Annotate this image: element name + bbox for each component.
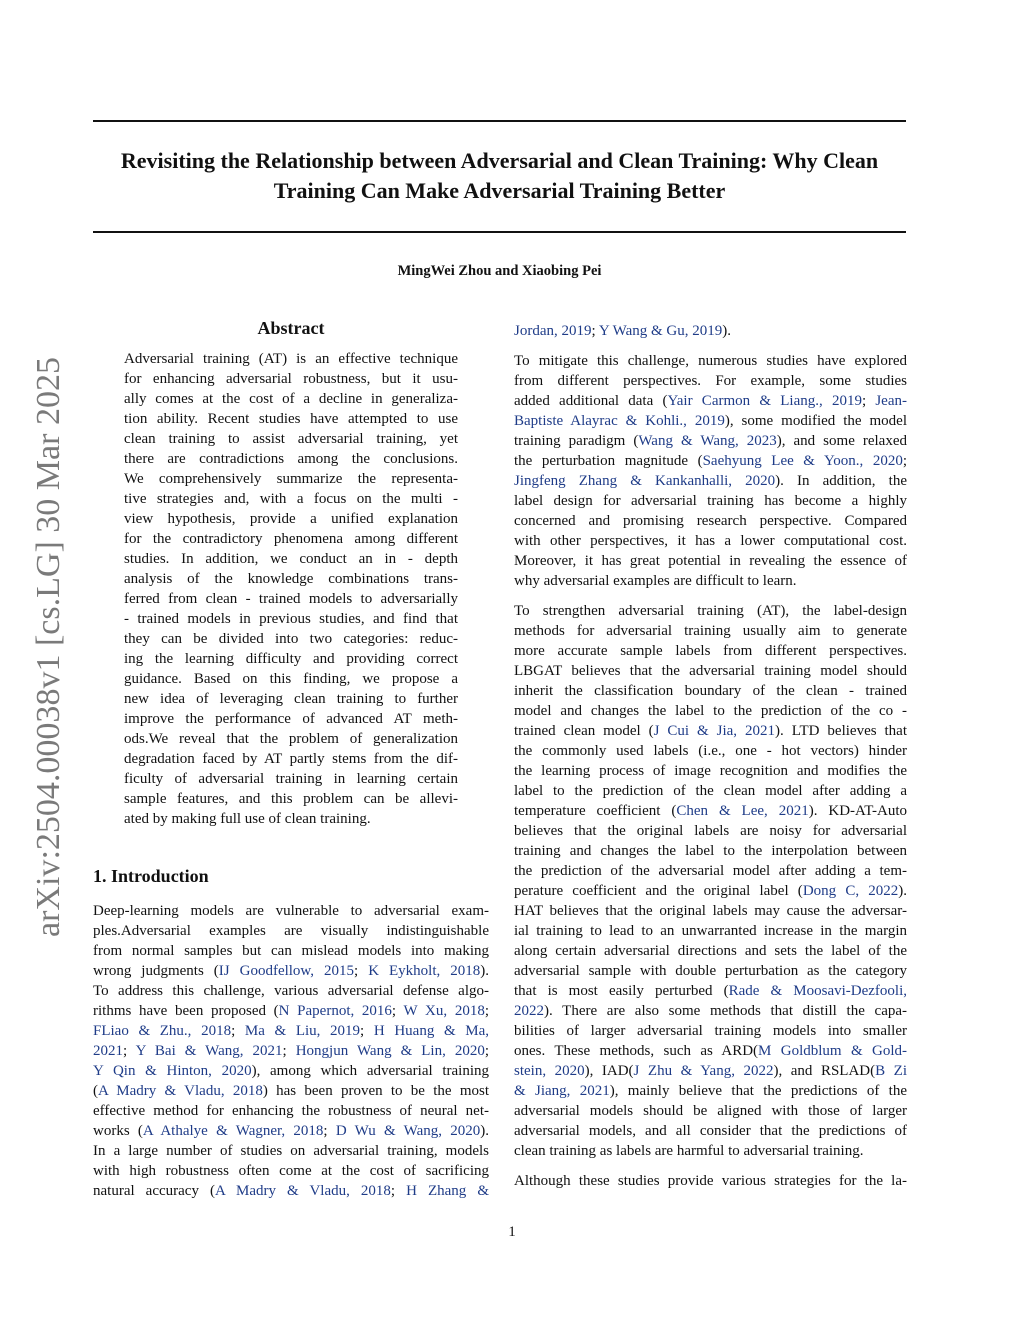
text-run: ), some modified the model bbox=[724, 413, 907, 429]
citation-link[interactable]: Jordan, 2019 bbox=[514, 323, 592, 339]
paragraph bbox=[514, 601, 907, 1161]
text-line bbox=[514, 1061, 907, 1081]
abstract-line: We comprehensively summarize the representa- bbox=[124, 471, 458, 487]
citation-link[interactable]: B Zi bbox=[875, 1063, 907, 1079]
text-run: clean training as labels are harmful to adversarial training. bbox=[514, 1143, 864, 1159]
text-run: ), and RSLAD( bbox=[773, 1063, 876, 1079]
citation-link[interactable]: A Madry & Vladu, 2018 bbox=[214, 1183, 391, 1199]
text-run: along certain adversarial directions and sets the label of the bbox=[514, 943, 907, 959]
text-line bbox=[514, 391, 907, 411]
text-line bbox=[514, 511, 907, 531]
text-run: from normal samples but can mislead models into making bbox=[93, 943, 489, 959]
citation-link[interactable]: Baptiste Alayrac & Kohli., 2019 bbox=[514, 413, 725, 429]
citation-link[interactable]: Y Wang & Gu, 2019 bbox=[598, 323, 723, 339]
text-line bbox=[93, 1181, 489, 1201]
paragraph bbox=[514, 1171, 907, 1191]
citation-link[interactable]: Wang & Wang, 2023 bbox=[638, 433, 777, 449]
text-line bbox=[514, 1171, 907, 1191]
text-line bbox=[93, 981, 489, 1001]
text-run: To mitigate this challenge, numerous studies have explored bbox=[514, 353, 907, 369]
text-run: ples.Adversarial examples are visually indistinguishable bbox=[93, 923, 489, 939]
citation-link[interactable]: 2022 bbox=[514, 1003, 544, 1019]
text-line bbox=[514, 701, 907, 721]
text-line bbox=[93, 1061, 489, 1081]
abstract-line: ods.We reveal that the problem of generalization bbox=[124, 731, 458, 747]
citation-link[interactable]: M Goldblum & Gold- bbox=[758, 1043, 907, 1059]
text-run: ). bbox=[480, 963, 489, 979]
citation-link[interactable]: IJ Goodfellow, 2015 bbox=[218, 963, 355, 979]
citation-link[interactable]: Rade & Moosavi-Dezfooli, bbox=[728, 983, 907, 999]
text-line bbox=[514, 571, 907, 591]
text-run: ), among which adversarial training bbox=[251, 1063, 489, 1079]
text-run: ). In addition, the bbox=[775, 473, 907, 489]
text-line bbox=[514, 861, 907, 881]
text-line bbox=[514, 351, 907, 371]
abstract-line: tive strategies and, with a focus on the multi - bbox=[124, 491, 458, 507]
text-line bbox=[514, 411, 907, 431]
text-run: ; bbox=[231, 1023, 245, 1039]
text-line bbox=[514, 451, 907, 471]
citation-link[interactable]: J Zhu & Yang, 2022 bbox=[633, 1063, 774, 1079]
citation-link[interactable]: Yair Carmon & Liang., 2019 bbox=[667, 393, 862, 409]
abstract-body bbox=[124, 349, 458, 829]
abstract-line: studies. In addition, we conduct an in - depth bbox=[124, 551, 458, 567]
paragraph bbox=[514, 351, 907, 591]
text-run: concerned and promising research perspective. Compared bbox=[514, 513, 907, 529]
text-run: works ( bbox=[93, 1123, 143, 1139]
text-run: why adversarial examples are difficult to learn. bbox=[514, 573, 797, 589]
citation-link[interactable]: Jean- bbox=[875, 393, 907, 409]
abstract-line: they can be divided into two categories: reduc- bbox=[124, 631, 458, 647]
abstract-line: improve the performance of advanced AT meth- bbox=[124, 711, 458, 727]
text-line bbox=[93, 1141, 489, 1161]
text-run: the perturbation magnitude ( bbox=[514, 453, 703, 469]
text-line bbox=[514, 641, 907, 661]
text-line bbox=[514, 961, 907, 981]
text-run: ; bbox=[391, 1003, 404, 1019]
text-line bbox=[514, 761, 907, 781]
text-run: ). KD-AT-Auto bbox=[808, 803, 907, 819]
text-run: with other perspectives, it has a lower computational cost. bbox=[514, 533, 907, 549]
text-run: with high robustness often come at the cost of sacrificing bbox=[93, 1163, 489, 1179]
title-rule-top bbox=[93, 120, 906, 122]
text-run: from different perspectives. For example, some studies bbox=[514, 373, 907, 389]
text-line bbox=[514, 781, 907, 801]
text-run: added additional data ( bbox=[514, 393, 668, 409]
text-line bbox=[514, 1041, 907, 1061]
citation-link[interactable]: Jingfeng Zhang & Kankanhalli, 2020 bbox=[514, 473, 776, 489]
text-run: ; bbox=[484, 1043, 490, 1059]
abstract-line: sample features, and this problem can be allevi- bbox=[124, 791, 458, 807]
text-run: more accurate sample labels from different perspectives. bbox=[514, 643, 907, 659]
text-run: believes that the original labels are noisy for adversarial bbox=[514, 823, 907, 839]
citation-link[interactable]: K Eykholt, 2018 bbox=[368, 963, 481, 979]
citation-link[interactable]: Saehyung Lee & Yoon., 2020 bbox=[702, 453, 903, 469]
text-run: methods for adversarial training usually aim to generate bbox=[514, 623, 907, 639]
text-line bbox=[514, 371, 907, 391]
text-run: ). bbox=[722, 323, 731, 339]
abstract-line: there are contradictions among the conclusions. bbox=[124, 451, 458, 467]
citation-link[interactable]: D Wu & Wang, 2020 bbox=[335, 1123, 481, 1139]
text-run: ; bbox=[390, 1183, 407, 1199]
text-run: Although these studies provide various strategies for the la- bbox=[514, 1173, 907, 1189]
text-line bbox=[514, 981, 907, 1001]
citation-link[interactable]: N Papernot, 2016 bbox=[278, 1003, 392, 1019]
citation-link[interactable]: Y Qin & Hinton, 2020 bbox=[93, 1063, 252, 1079]
text-line bbox=[514, 321, 907, 341]
text-run: ). LTD believes that bbox=[775, 723, 907, 739]
text-run: model and changes the label to the prediction of the co - bbox=[514, 703, 907, 719]
text-run: adversarial models, and all consider that the predictions of bbox=[514, 1123, 907, 1139]
title-line-2: Training Can Make Adversarial Training Better bbox=[273, 178, 726, 203]
text-run: ), IAD( bbox=[584, 1063, 634, 1079]
abstract-line: ferred from clean - trained models to adversarially bbox=[124, 591, 458, 607]
citation-link[interactable]: W Xu, 2018 bbox=[403, 1003, 485, 1019]
citation-link[interactable]: Ma & Liu, 2019 bbox=[244, 1023, 361, 1039]
text-run: ). bbox=[898, 883, 907, 899]
text-run: ; bbox=[861, 393, 876, 409]
text-line bbox=[514, 661, 907, 681]
text-run: To strengthen adversarial training (AT), the label-design bbox=[514, 603, 907, 619]
citation-link[interactable]: & Jiang, 2021 bbox=[514, 1083, 610, 1099]
text-line bbox=[514, 471, 907, 491]
text-run: ial training to lead to an unwarranted increase in the margin bbox=[514, 923, 907, 939]
text-line bbox=[93, 1001, 489, 1021]
paragraph bbox=[514, 321, 907, 341]
text-line bbox=[514, 901, 907, 921]
text-run: trained clean model ( bbox=[514, 723, 654, 739]
abstract-line: clean training to assist adversarial training, yet bbox=[124, 431, 458, 447]
abstract-line: guidance. Based on this finding, we propose a bbox=[124, 671, 458, 687]
text-run: ; bbox=[484, 1003, 489, 1019]
citation-link[interactable]: Chen & Lee, 2021 bbox=[676, 803, 809, 819]
text-line bbox=[514, 1021, 907, 1041]
text-run: LBGAT believes that the adversarial training model should bbox=[514, 663, 907, 679]
text-line bbox=[514, 601, 907, 621]
text-run: ), and some relaxed bbox=[776, 433, 907, 449]
citation-link[interactable]: H Zhang & bbox=[406, 1183, 489, 1199]
text-line bbox=[93, 1041, 489, 1061]
text-run: ). There are also some methods that distill the capa- bbox=[544, 1003, 907, 1019]
text-run: training paradigm ( bbox=[514, 433, 639, 449]
text-run: ; bbox=[323, 1123, 336, 1139]
text-line bbox=[514, 1101, 907, 1121]
section-heading-introduction: 1. Introduction bbox=[93, 866, 209, 886]
text-line bbox=[514, 1001, 907, 1021]
text-line bbox=[93, 1161, 489, 1181]
text-run: the prediction of the adversarial model after adding a tem- bbox=[514, 863, 907, 879]
arxiv-stamp-text: arXiv:2504.00038v1 [cs.LG] 30 Mar 2025 bbox=[30, 357, 67, 937]
right-column-body bbox=[514, 321, 907, 1201]
citation-link[interactable]: Hongjun Wang & Lin, 2020 bbox=[295, 1043, 485, 1059]
text-run: training and changes the label to the interpolation between bbox=[514, 843, 907, 859]
abstract-line: new idea of leveraging clean training to further bbox=[124, 691, 458, 707]
text-run: adversarial sample with double perturbation as the category bbox=[514, 963, 907, 979]
text-run: ones. These methods, such as ARD( bbox=[514, 1043, 759, 1059]
text-run: rithms have been proposed ( bbox=[93, 1003, 279, 1019]
text-line bbox=[514, 1121, 907, 1141]
text-run: ) has been proven to be the most bbox=[262, 1083, 489, 1099]
citation-link[interactable]: Dong C, 2022 bbox=[802, 883, 899, 899]
text-run: ; bbox=[591, 323, 599, 339]
text-line bbox=[514, 801, 907, 821]
text-run: ; bbox=[282, 1043, 296, 1059]
citation-link[interactable]: H Huang & Ma, bbox=[373, 1023, 489, 1039]
text-line bbox=[93, 1101, 489, 1121]
text-line bbox=[514, 621, 907, 641]
abstract-line: tion ability. Recent studies have attempted to use bbox=[124, 411, 458, 427]
text-line bbox=[514, 491, 907, 511]
text-line bbox=[93, 1021, 489, 1041]
abstract-line: - trained models in previous studies, and find that bbox=[124, 611, 458, 627]
text-run: temperature coefficient ( bbox=[514, 803, 677, 819]
text-run: Deep-learning models are vulnerable to adversarial exam- bbox=[93, 903, 489, 919]
text-run: bilities of larger adversarial training models into smaller bbox=[514, 1023, 907, 1039]
text-run: ( bbox=[93, 1083, 98, 1099]
text-line bbox=[514, 821, 907, 841]
abstract-line: ated by making full use of clean training. bbox=[124, 811, 371, 827]
text-line bbox=[93, 961, 489, 981]
page-number: 1 bbox=[508, 1224, 516, 1240]
text-line bbox=[514, 681, 907, 701]
text-line bbox=[514, 841, 907, 861]
arxiv-stamp bbox=[4, 352, 84, 942]
citation-link[interactable]: FLiao & Zhu., 2018 bbox=[93, 1023, 232, 1039]
text-run: ; bbox=[360, 1023, 374, 1039]
abstract-line: analysis of the knowledge combinations trans- bbox=[124, 571, 458, 587]
citation-link[interactable]: A Athalye & Wagner, 2018 bbox=[142, 1123, 324, 1139]
text-run: wrong judgments ( bbox=[93, 963, 219, 979]
abstract-line: Adversarial training (AT) is an effective technique bbox=[124, 351, 458, 367]
text-run: ), mainly believe that the predictions of the bbox=[609, 1083, 907, 1099]
text-run: ; bbox=[902, 453, 907, 469]
text-line bbox=[93, 901, 489, 921]
abstract-heading: Abstract bbox=[257, 318, 325, 338]
abstract-line: ficulty of adversarial training in learning certain bbox=[124, 771, 458, 787]
text-line bbox=[514, 431, 907, 451]
abstract-line: ally comes at the cost of a decline in generaliza- bbox=[124, 391, 458, 407]
citation-link[interactable]: stein, 2020 bbox=[514, 1063, 585, 1079]
text-run: that is most easily perturbed ( bbox=[514, 983, 729, 999]
text-run: HAT believes that the original labels may cause the adversar- bbox=[514, 903, 907, 919]
authors: MingWei Zhou and Xiaobing Pei bbox=[397, 263, 602, 279]
text-run: ). bbox=[480, 1123, 489, 1139]
text-run: effective method for enhancing the robustness of neural net- bbox=[93, 1103, 489, 1119]
abstract-line: view hypothesis, provide a unified explanation bbox=[124, 511, 458, 527]
text-line bbox=[514, 921, 907, 941]
text-line bbox=[514, 741, 907, 761]
text-run: the commonly used labels (i.e., one - hot vectors) hinder bbox=[514, 743, 907, 759]
abstract-line: for enhancing adversarial robustness, but it usu- bbox=[124, 371, 458, 387]
text-line bbox=[514, 881, 907, 901]
text-line bbox=[93, 1121, 489, 1141]
text-line bbox=[514, 941, 907, 961]
paper-title bbox=[93, 146, 906, 206]
text-run: the learning process of image recognition and modifies the bbox=[514, 763, 907, 779]
text-line bbox=[514, 721, 907, 741]
text-line bbox=[514, 531, 907, 551]
abstract-line: for the contradictory phenomena among different bbox=[124, 531, 458, 547]
text-run: label to the prediction of the clean model after adding a bbox=[514, 783, 907, 799]
citation-link[interactable]: A Madry & Vladu, 2018 bbox=[98, 1083, 263, 1099]
introduction-body bbox=[93, 901, 489, 1201]
title-line-1: Revisiting the Relationship between Adversarial and Clean Training: Why Clean bbox=[120, 148, 879, 173]
citation-link[interactable]: 2021 bbox=[93, 1043, 123, 1059]
text-run: ; bbox=[354, 963, 369, 979]
text-run: natural accuracy ( bbox=[93, 1183, 215, 1199]
text-run: adversarial models should be aligned with those of larger bbox=[514, 1103, 907, 1119]
text-run: label design for adversarial training has become a highly bbox=[514, 493, 907, 509]
text-line bbox=[93, 1081, 489, 1101]
text-line bbox=[93, 921, 489, 941]
text-line bbox=[514, 1081, 907, 1101]
citation-link[interactable]: J Cui & Jia, 2021 bbox=[653, 723, 775, 739]
text-run: ; bbox=[123, 1043, 136, 1059]
text-run: inherit the classification boundary of the clean - trained bbox=[514, 683, 907, 699]
text-run: perature coefficient and the original label ( bbox=[514, 883, 803, 899]
citation-link[interactable]: Y Bai & Wang, 2021 bbox=[135, 1043, 283, 1059]
text-run: In a large number of studies on adversarial training, models bbox=[93, 1143, 489, 1159]
text-run: To address this challenge, various adversarial defense algo- bbox=[93, 983, 489, 999]
text-line bbox=[514, 551, 907, 571]
abstract-line: degradation faced by AT partly stems from the dif- bbox=[124, 751, 458, 767]
text-line bbox=[514, 1141, 907, 1161]
text-run: Moreover, it has great potential in revealing the essence of bbox=[514, 553, 907, 569]
text-line bbox=[93, 941, 489, 961]
title-rule-bottom bbox=[93, 231, 906, 233]
abstract-line: ing the learning difficulty and providing correct bbox=[124, 651, 458, 667]
